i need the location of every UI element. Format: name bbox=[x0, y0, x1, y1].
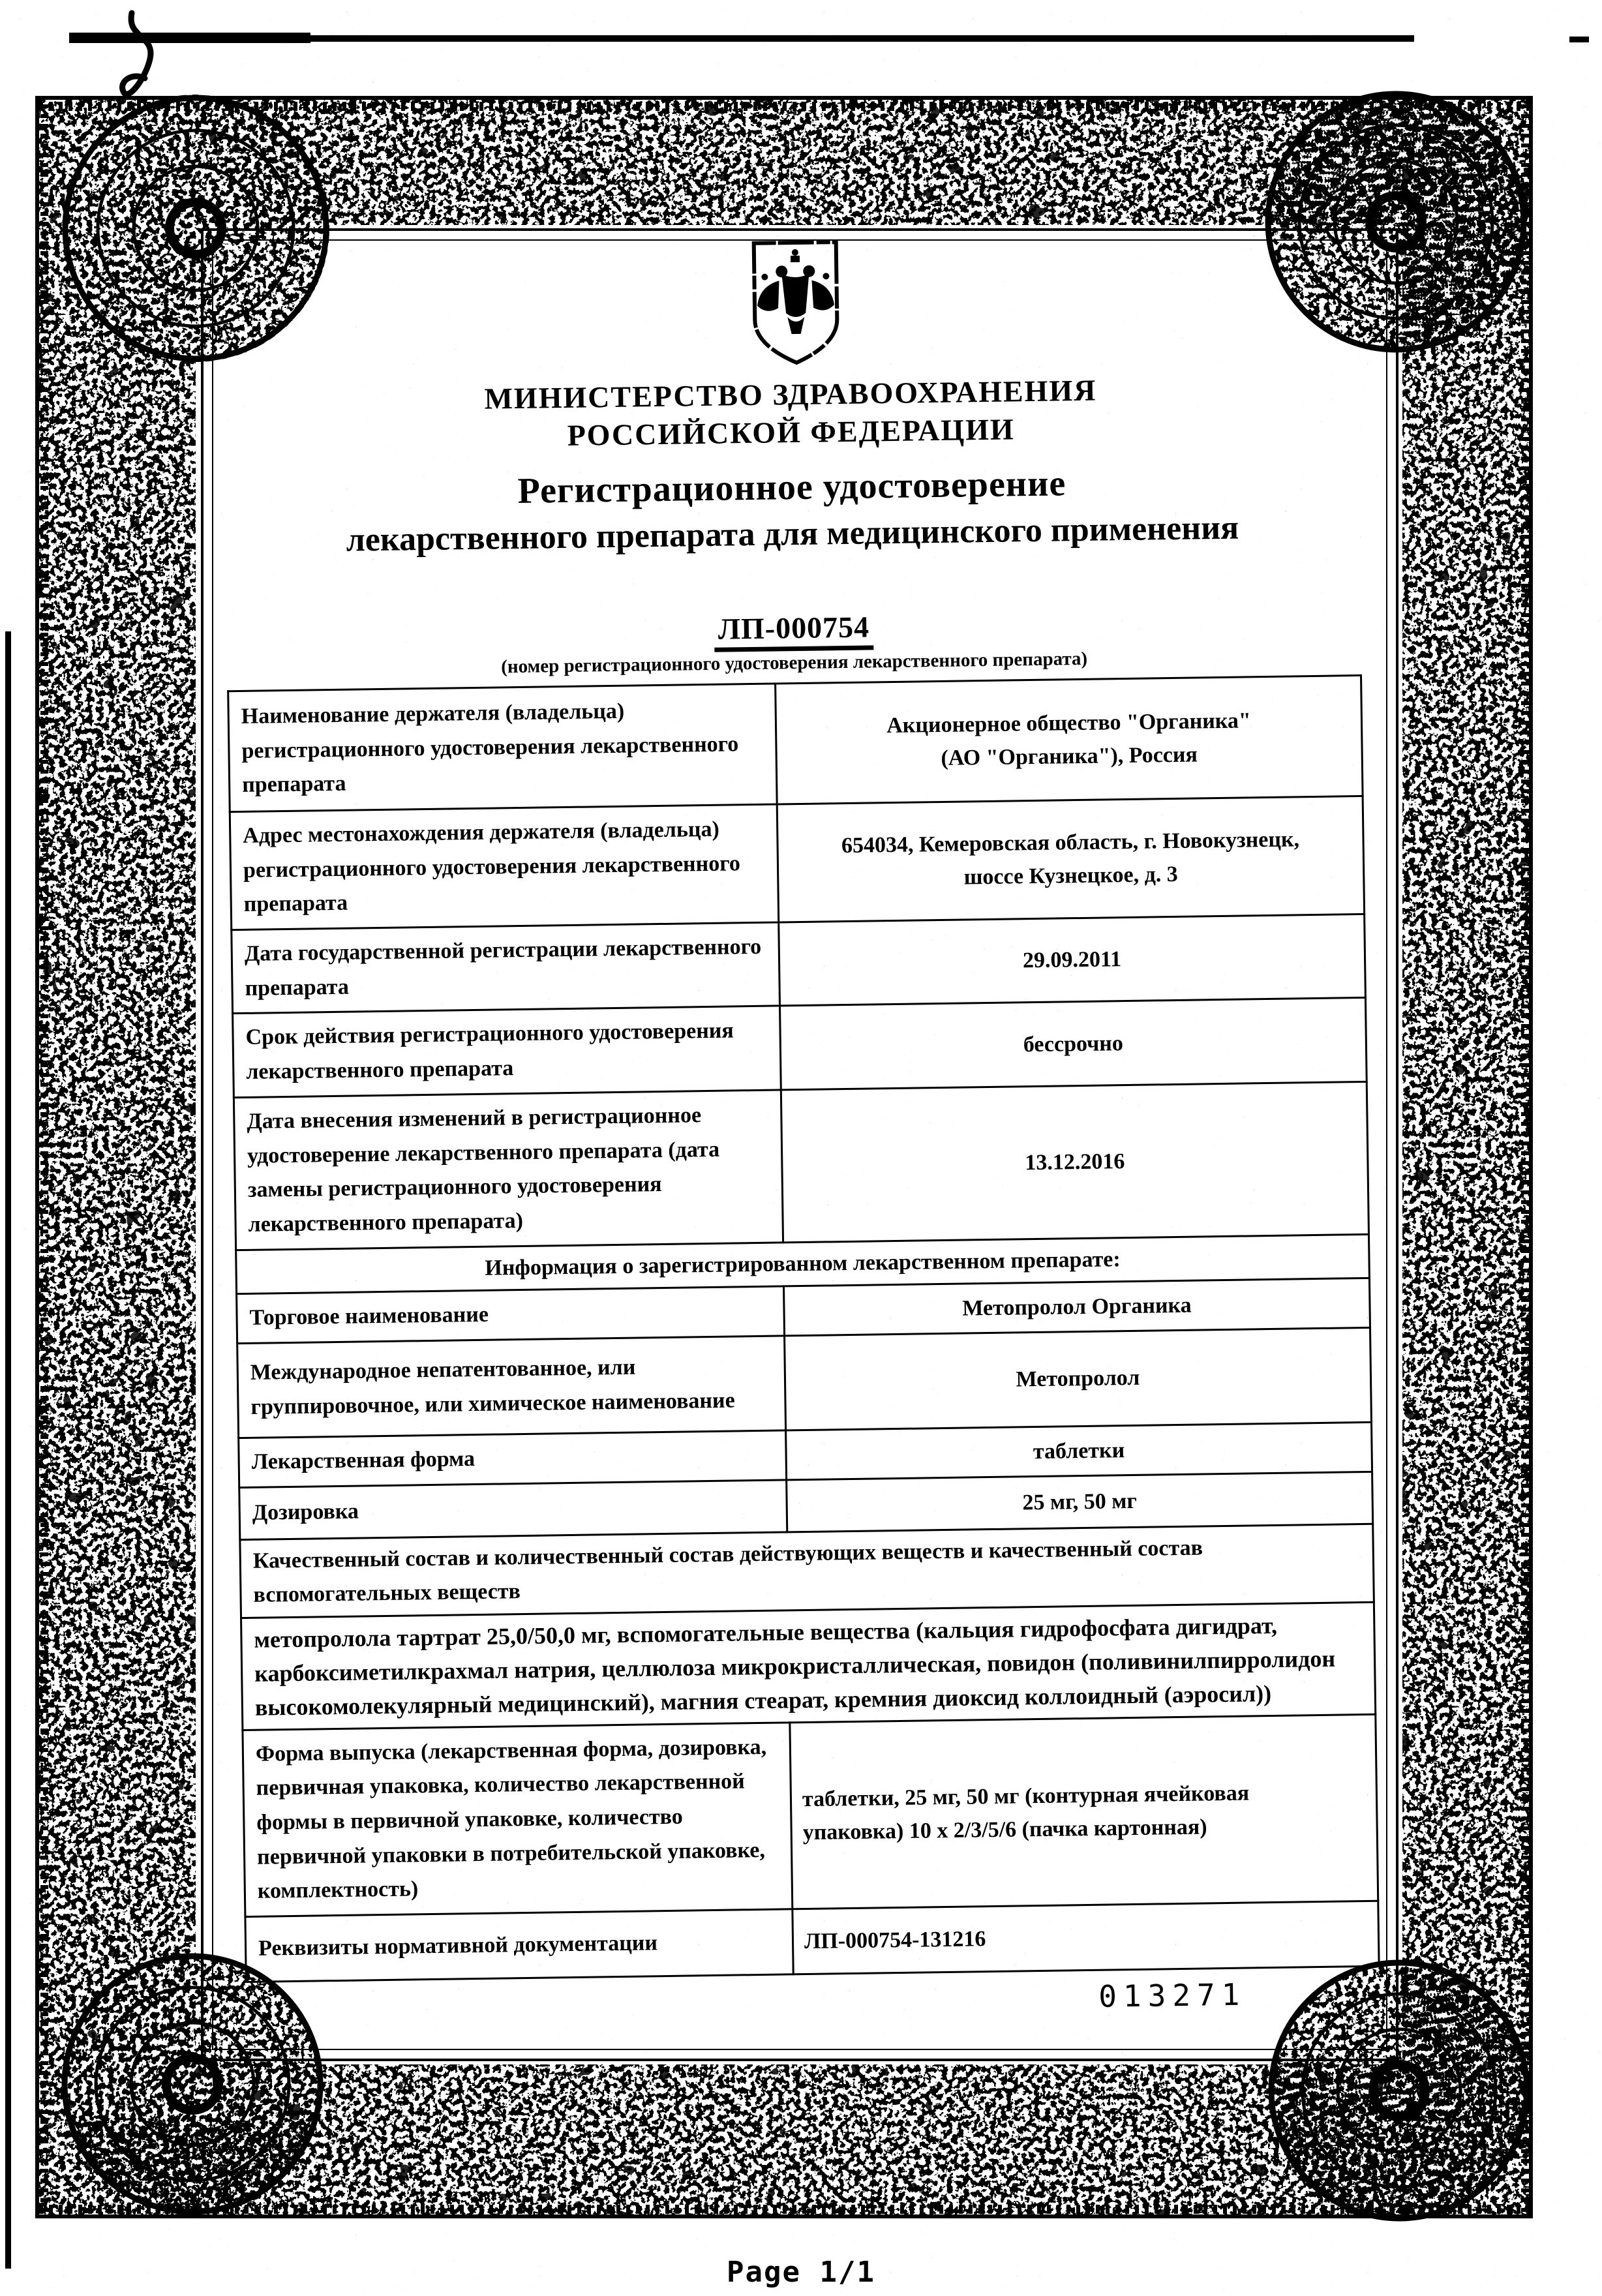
title-line-1: Регистрационное удостоверение bbox=[517, 463, 1066, 511]
row-label: Наименование держателя (владельца) регистрационного удостоверения лекарственного препарата bbox=[228, 684, 777, 812]
table-row bbox=[241, 1602, 1376, 1730]
serial-number: 013271 bbox=[1098, 1976, 1247, 2014]
table-row bbox=[228, 675, 1363, 811]
row-label: Форма выпуска (лекарственная форма, дозировка, первичная упаковка, количество лекарственной формы в первичной упаковке, количество первичной упаковки в потребительской упаковке, комплектность) bbox=[243, 1722, 793, 1916]
row-value: таблетки bbox=[786, 1422, 1372, 1479]
table-row bbox=[243, 1714, 1378, 1917]
row-label: Дозировка bbox=[239, 1480, 787, 1540]
row-value: 25 мг, 50 мг bbox=[787, 1472, 1373, 1532]
row-value: Метопролол bbox=[785, 1327, 1372, 1430]
row-label: Реквизиты нормативной документации bbox=[245, 1909, 793, 1982]
registration-number-caption: (номер регистрационного удостоверения лекарственного препарата) bbox=[501, 648, 1088, 678]
coat-of-arms-icon bbox=[740, 234, 853, 376]
ministry-line-1: МИНИСТЕРСТВО ЗДРАВООХРАНЕНИЯ bbox=[484, 373, 1097, 415]
row-value: ЛП-000754-131216 bbox=[793, 1901, 1379, 1974]
row-label: Торговое наименование bbox=[237, 1286, 785, 1343]
document-title bbox=[192, 456, 1393, 567]
ministry-name bbox=[190, 367, 1391, 460]
table-row bbox=[230, 796, 1364, 929]
row-value: 654034, Кемеровская область, г. Новокузнецк, шоссе Кузнецкое, д. 3 bbox=[777, 796, 1364, 922]
ministry-line-2: РОССИЙСКОЙ ФЕДЕРАЦИИ bbox=[567, 412, 1016, 452]
table-row bbox=[237, 1327, 1372, 1438]
row-value: таблетки, 25 мг, 50 мг (контурная ячейковая упаковка) 10 х 2/3/5/6 (пачка картонная) bbox=[790, 1714, 1378, 1909]
composition-section-header: Качественный состав и количественный состав действующих веществ и качественный состав вспомогательных веществ bbox=[240, 1524, 1374, 1618]
info-section-header: Информация о зарегистрированном лекарственном препарате: bbox=[236, 1234, 1370, 1294]
table-row bbox=[232, 914, 1366, 1014]
row-value: Метопролол Органика bbox=[783, 1278, 1370, 1336]
table-row bbox=[240, 1524, 1374, 1618]
row-label: Дата государственной регистрации лекарственного препарата bbox=[232, 922, 780, 1014]
row-value: бессрочно bbox=[779, 998, 1367, 1090]
row-value: Акционерное общество "Органика" (АО "Органика"), Россия bbox=[776, 675, 1363, 804]
row-label: Срок действия регистрационного удостоверения лекарственного препарата bbox=[233, 1006, 781, 1097]
row-value: 29.09.2011 bbox=[779, 914, 1366, 1006]
row-label: Адрес местонахождения держателя (владельца) регистрационного удостоверения лекарственного препарата bbox=[230, 804, 778, 930]
page-footer: Page 1/1 bbox=[727, 2256, 875, 2289]
registration-table bbox=[227, 674, 1380, 1983]
row-label: Лекарственная форма bbox=[239, 1430, 787, 1487]
table-row bbox=[233, 998, 1367, 1098]
registration-number: ЛП-000754 bbox=[714, 609, 873, 652]
row-label: Дата внесения изменений в регистрационное удостоверение лекарственного препарата (дата замены регистрационного удостоверения лекарственного препарата) bbox=[234, 1090, 783, 1250]
row-value: 13.12.2016 bbox=[781, 1081, 1368, 1242]
table-row bbox=[234, 1081, 1368, 1250]
composition-text: метопролола тартрат 25,0/50,0 мг, вспомогательные вещества (кальция гидрофосфата дигидрат, карбоксиметилкрахмал натрия, целлюлоза микрокристаллическая, повидон (поливинилпирролидон высокомолекулярный медицинский), магния стеарат, кремния диоксид коллоидный (аэросил)) bbox=[241, 1602, 1376, 1730]
row-label: Международное непатентованное, или группировочное, или химическое наименование bbox=[237, 1336, 786, 1438]
title-line-2: лекарственного препарата для медицинского применения bbox=[346, 509, 1239, 559]
